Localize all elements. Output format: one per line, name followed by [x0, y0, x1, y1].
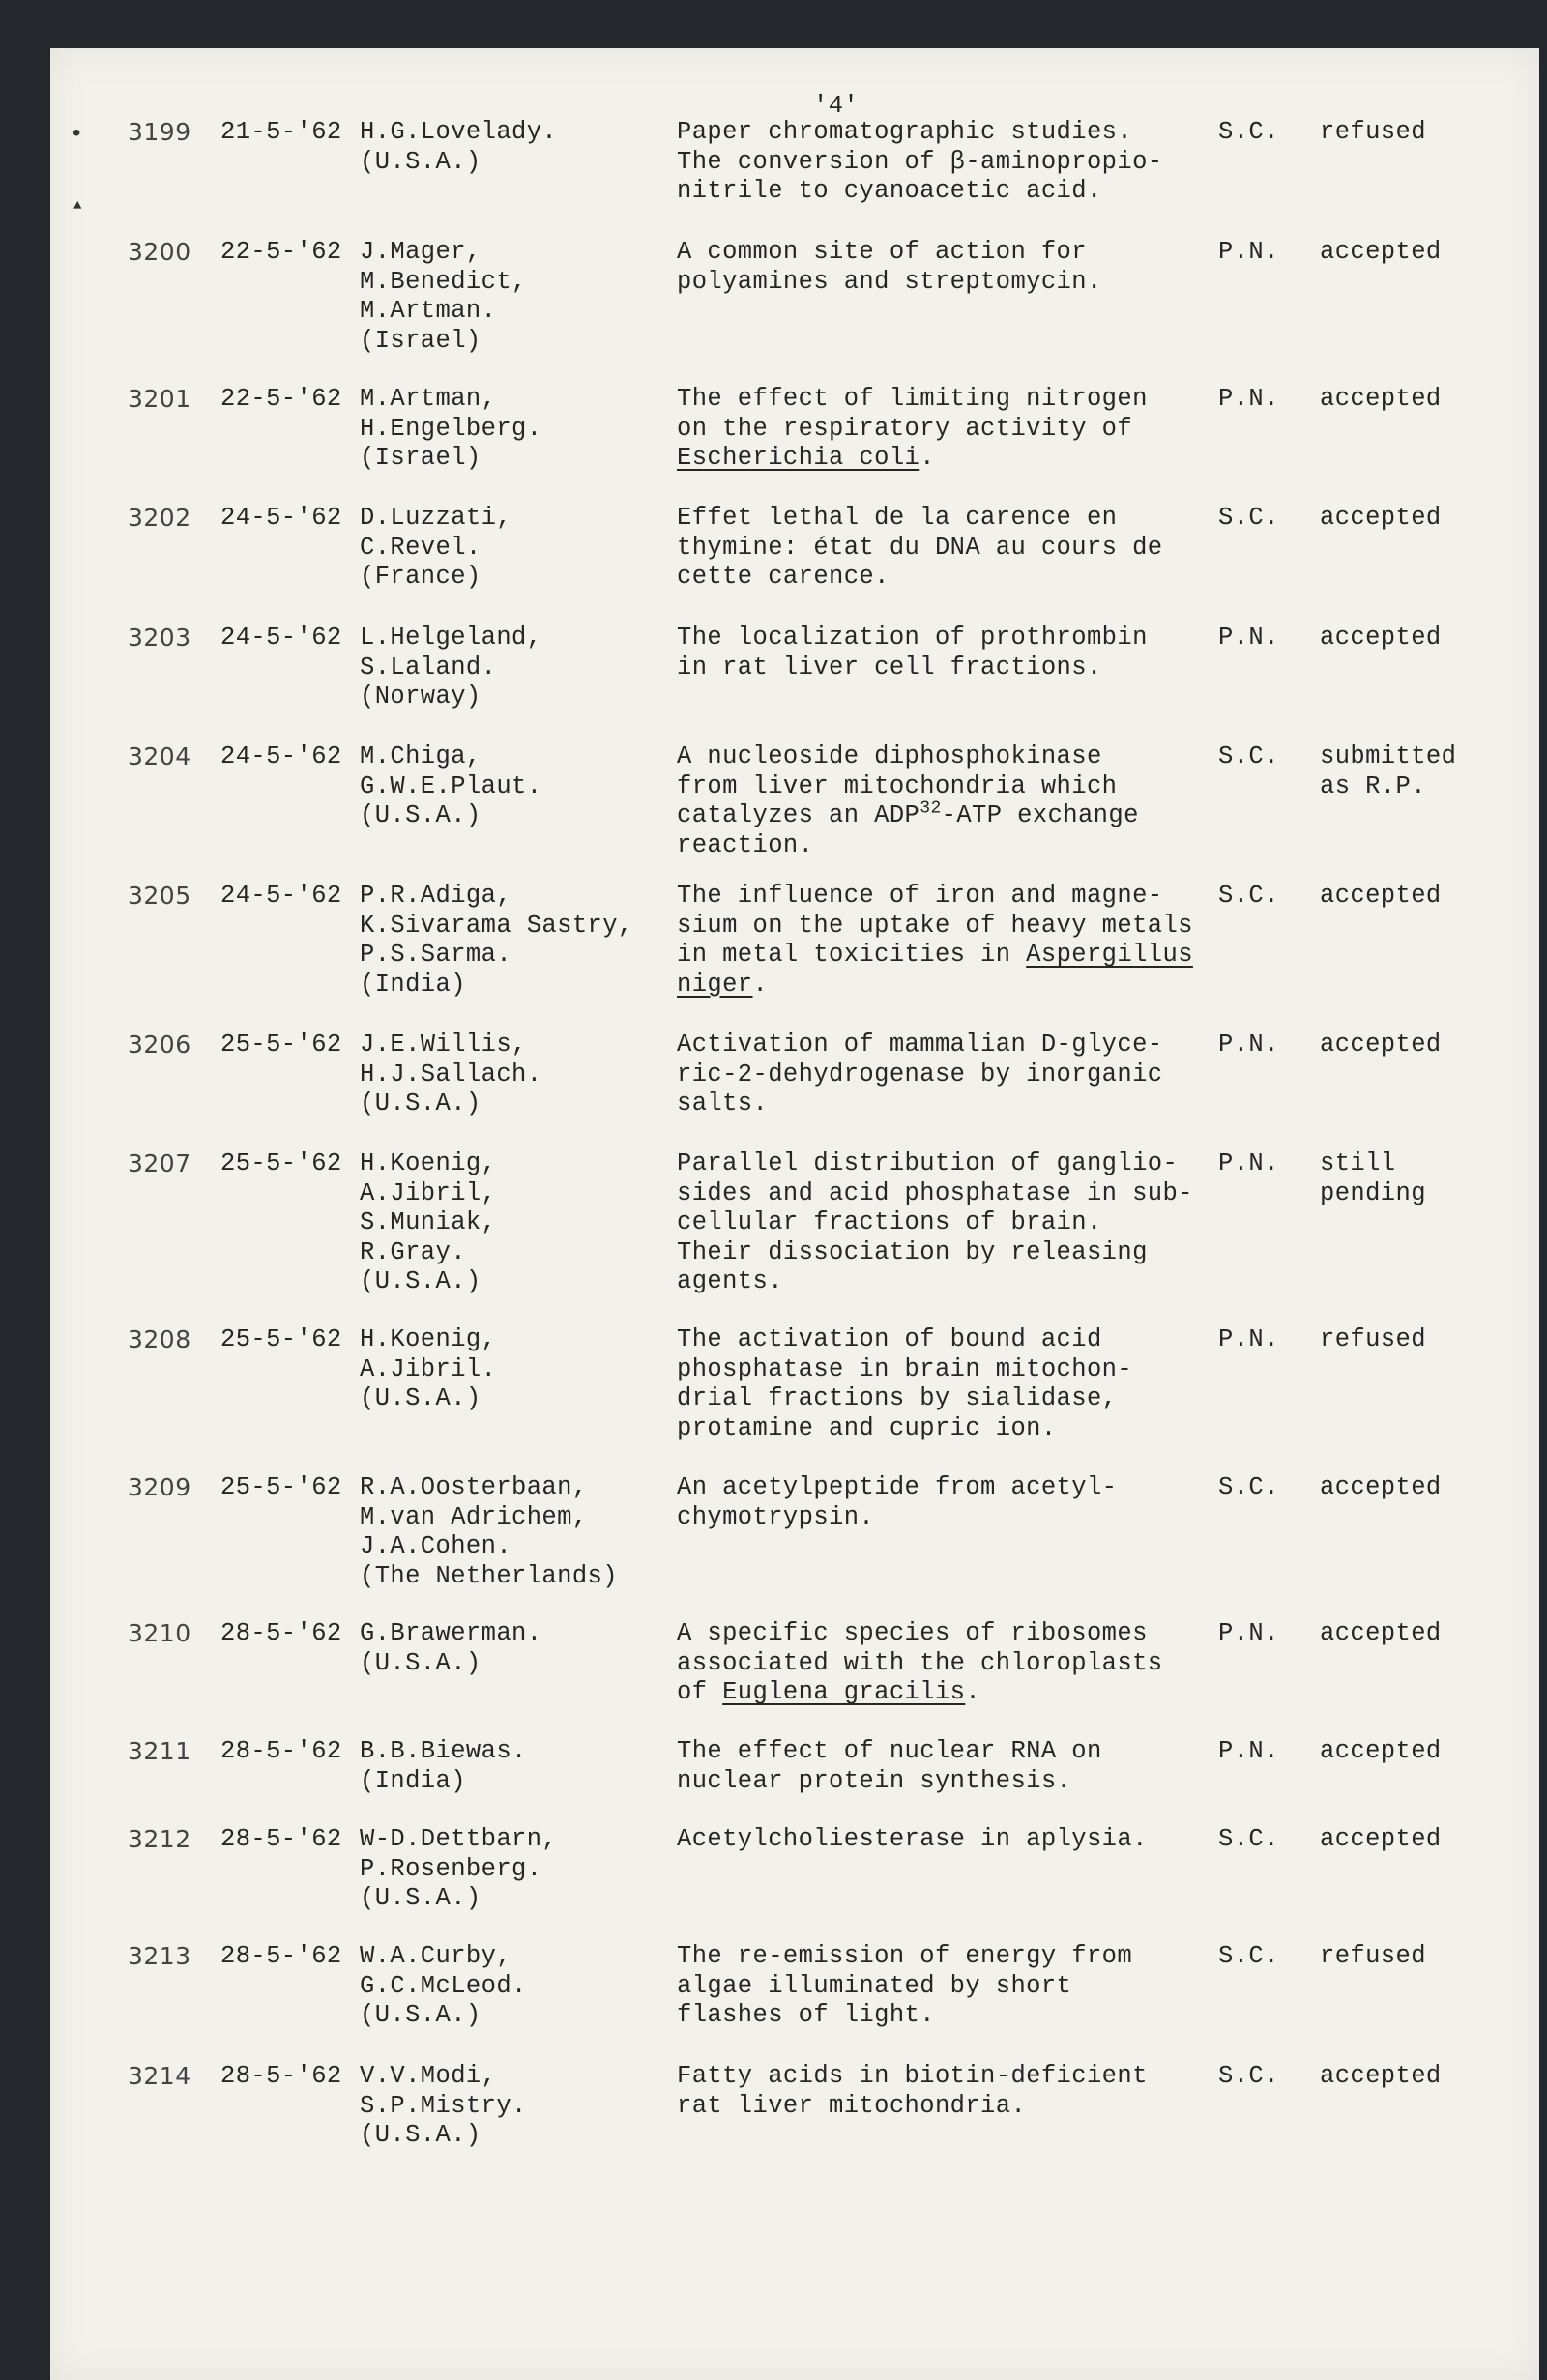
entry-number: 3204: [128, 742, 191, 770]
entry-date: 21-5-'62: [220, 118, 342, 146]
entry-date: 24-5-'62: [220, 742, 342, 770]
entry-journal: S.C.: [1218, 2062, 1279, 2090]
entry-authors: H.G.Lovelady. (U.S.A.): [360, 118, 558, 176]
entry-title: An acetylpeptide from acetyl- chymotrypsin.: [677, 1473, 1118, 1531]
entry-status: refused: [1320, 1942, 1426, 1970]
entry-journal: P.N.: [1218, 385, 1279, 413]
entry-title: The effect of limiting nitrogen on the respiratory activity of Escherichia coli.: [677, 385, 1148, 472]
entry-journal: S.C.: [1218, 118, 1279, 146]
entry-date: 28-5-'62: [220, 1619, 342, 1647]
entry-journal: P.N.: [1218, 624, 1279, 652]
entry-status: accepted: [1320, 1030, 1442, 1059]
entry-number: 3211: [128, 1737, 191, 1765]
margin-dot-mark: ▲: [73, 198, 82, 214]
entry-status: accepted: [1320, 385, 1442, 413]
entry-number: 3199: [128, 118, 191, 146]
entry-journal: P.N.: [1218, 1030, 1279, 1059]
entry-journal: S.C.: [1218, 1825, 1279, 1853]
entry-journal: P.N.: [1218, 1325, 1279, 1353]
entry-journal: S.C.: [1218, 742, 1279, 770]
entry-journal: S.C.: [1218, 882, 1279, 910]
entry-authors: D.Luzzati, C.Revel. (France): [360, 504, 512, 591]
margin-dot-mark: •: [70, 122, 84, 148]
entry-date: 24-5-'62: [220, 504, 342, 532]
entry-status: accepted: [1320, 1825, 1442, 1853]
entry-date: 25-5-'62: [220, 1149, 342, 1177]
entry-date: 22-5-'62: [220, 385, 342, 413]
entry-status: accepted: [1320, 504, 1442, 532]
entry-date: 25-5-'62: [220, 1325, 342, 1353]
entry-date: 28-5-'62: [220, 1942, 342, 1970]
entry-status: accepted: [1320, 882, 1442, 910]
entry-date: 24-5-'62: [220, 624, 342, 652]
entry-status: accepted: [1320, 2062, 1442, 2090]
entry-title: A nucleoside diphosphokinase from liver mitochondria which catalyzes an ADP$^{32}$-ATP exchange reaction.: [677, 742, 1139, 859]
entry-title: Activation of mammalian D-glyce- ric-2-dehydrogenase by inorganic salts.: [677, 1030, 1163, 1117]
entry-number: 3205: [128, 882, 191, 910]
entry-number: 3206: [128, 1030, 191, 1059]
entry-authors: B.B.Biewas. (India): [360, 1737, 527, 1795]
entry-title: Acetylcholiesterase in aplysia.: [677, 1825, 1148, 1853]
entry-authors: J.E.Willis, H.J.Sallach. (U.S.A.): [360, 1030, 542, 1117]
entry-date: 28-5-'62: [220, 1737, 342, 1765]
entry-date: 28-5-'62: [220, 1825, 342, 1853]
entry-journal: P.N.: [1218, 1619, 1279, 1647]
entry-date: 25-5-'62: [220, 1473, 342, 1501]
entry-title: The effect of nuclear RNA on nuclear protein synthesis.: [677, 1737, 1102, 1795]
entry-title: Parallel distribution of ganglio- sides and acid phosphatase in sub- cellular fractions of brain. Their dissociation by releasing agents.: [677, 1149, 1193, 1295]
entry-authors: M.Artman, H.Engelberg. (Israel): [360, 385, 542, 472]
entry-status: accepted: [1320, 624, 1442, 652]
entry-authors: R.A.Oosterbaan, M.van Adrichem, J.A.Cohen. (The Netherlands): [360, 1473, 618, 1590]
entry-date: 22-5-'62: [220, 238, 342, 266]
entry-number: 3210: [128, 1619, 191, 1647]
page-number: '4': [813, 92, 860, 120]
entry-journal: P.N.: [1218, 1149, 1279, 1177]
entry-number: 3209: [128, 1473, 191, 1501]
entry-title: The localization of prothrombin in rat liver cell fractions.: [677, 624, 1148, 682]
entry-number: 3203: [128, 624, 191, 652]
entry-status: refused: [1320, 118, 1426, 146]
entry-title: Paper chromatographic studies. The conversion of β-aminopropio- nitrile to cyanoacetic acid.: [677, 118, 1163, 205]
entry-authors: H.Koenig, A.Jibril, S.Muniak, R.Gray. (U.S.A.): [360, 1149, 497, 1295]
entry-date: 28-5-'62: [220, 2062, 342, 2090]
entry-number: 3207: [128, 1149, 191, 1177]
entry-status: still pending: [1320, 1149, 1426, 1207]
entry-status: refused: [1320, 1325, 1426, 1353]
entry-status: accepted: [1320, 1737, 1442, 1765]
entry-authors: W.A.Curby, G.C.McLeod. (U.S.A.): [360, 1942, 527, 2029]
entry-authors: J.Mager, M.Benedict, M.Artman. (Israel): [360, 238, 527, 355]
entry-status: submitted as R.P.: [1320, 742, 1457, 800]
entry-authors: H.Koenig, A.Jibril. (U.S.A.): [360, 1325, 497, 1412]
entry-authors: L.Helgeland, S.Laland. (Norway): [360, 624, 542, 711]
entry-authors: V.V.Modi, S.P.Mistry. (U.S.A.): [360, 2062, 527, 2149]
entry-number: 3208: [128, 1325, 191, 1353]
entry-journal: P.N.: [1218, 238, 1279, 266]
entry-journal: S.C.: [1218, 504, 1279, 532]
entry-title: Effet lethal de la carence en thymine: état du DNA au cours de cette carence.: [677, 504, 1163, 591]
entry-number: 3200: [128, 238, 191, 266]
entry-number: 3201: [128, 385, 191, 413]
entry-date: 25-5-'62: [220, 1030, 342, 1059]
entry-title: The re-emission of energy from algae illuminated by short flashes of light.: [677, 1942, 1133, 2029]
entry-journal: S.C.: [1218, 1942, 1279, 1970]
entry-title: The influence of iron and magne- sium on the uptake of heavy metals in metal toxicities in Aspergillus niger.: [677, 882, 1193, 999]
entry-authors: G.Brawerman. (U.S.A.): [360, 1619, 542, 1677]
entry-title: The activation of bound acid phosphatase in brain mitochon- drial fractions by sialidase, protamine and cupric ion.: [677, 1325, 1133, 1442]
entry-status: accepted: [1320, 238, 1442, 266]
entry-authors: W-D.Dettbarn, P.Rosenberg. (U.S.A.): [360, 1825, 558, 1912]
entry-title: A specific species of ribosomes associated with the chloroplasts of Euglena gracilis.: [677, 1619, 1163, 1706]
entry-date: 24-5-'62: [220, 882, 342, 910]
entry-number: 3202: [128, 504, 191, 532]
entry-authors: P.R.Adiga, K.Sivarama Sastry, P.S.Sarma. (India): [360, 882, 633, 999]
entry-authors: M.Chiga, G.W.E.Plaut. (U.S.A.): [360, 742, 542, 829]
entry-title: Fatty acids in biotin-deficient rat liver mitochondria.: [677, 2062, 1148, 2120]
entry-number: 3213: [128, 1942, 191, 1970]
entry-status: accepted: [1320, 1619, 1442, 1647]
entry-journal: P.N.: [1218, 1737, 1279, 1765]
entry-title: A common site of action for polyamines and streptomycin.: [677, 238, 1102, 296]
entry-journal: S.C.: [1218, 1473, 1279, 1501]
entry-number: 3212: [128, 1825, 191, 1853]
entry-number: 3214: [128, 2062, 191, 2090]
entry-status: accepted: [1320, 1473, 1442, 1501]
